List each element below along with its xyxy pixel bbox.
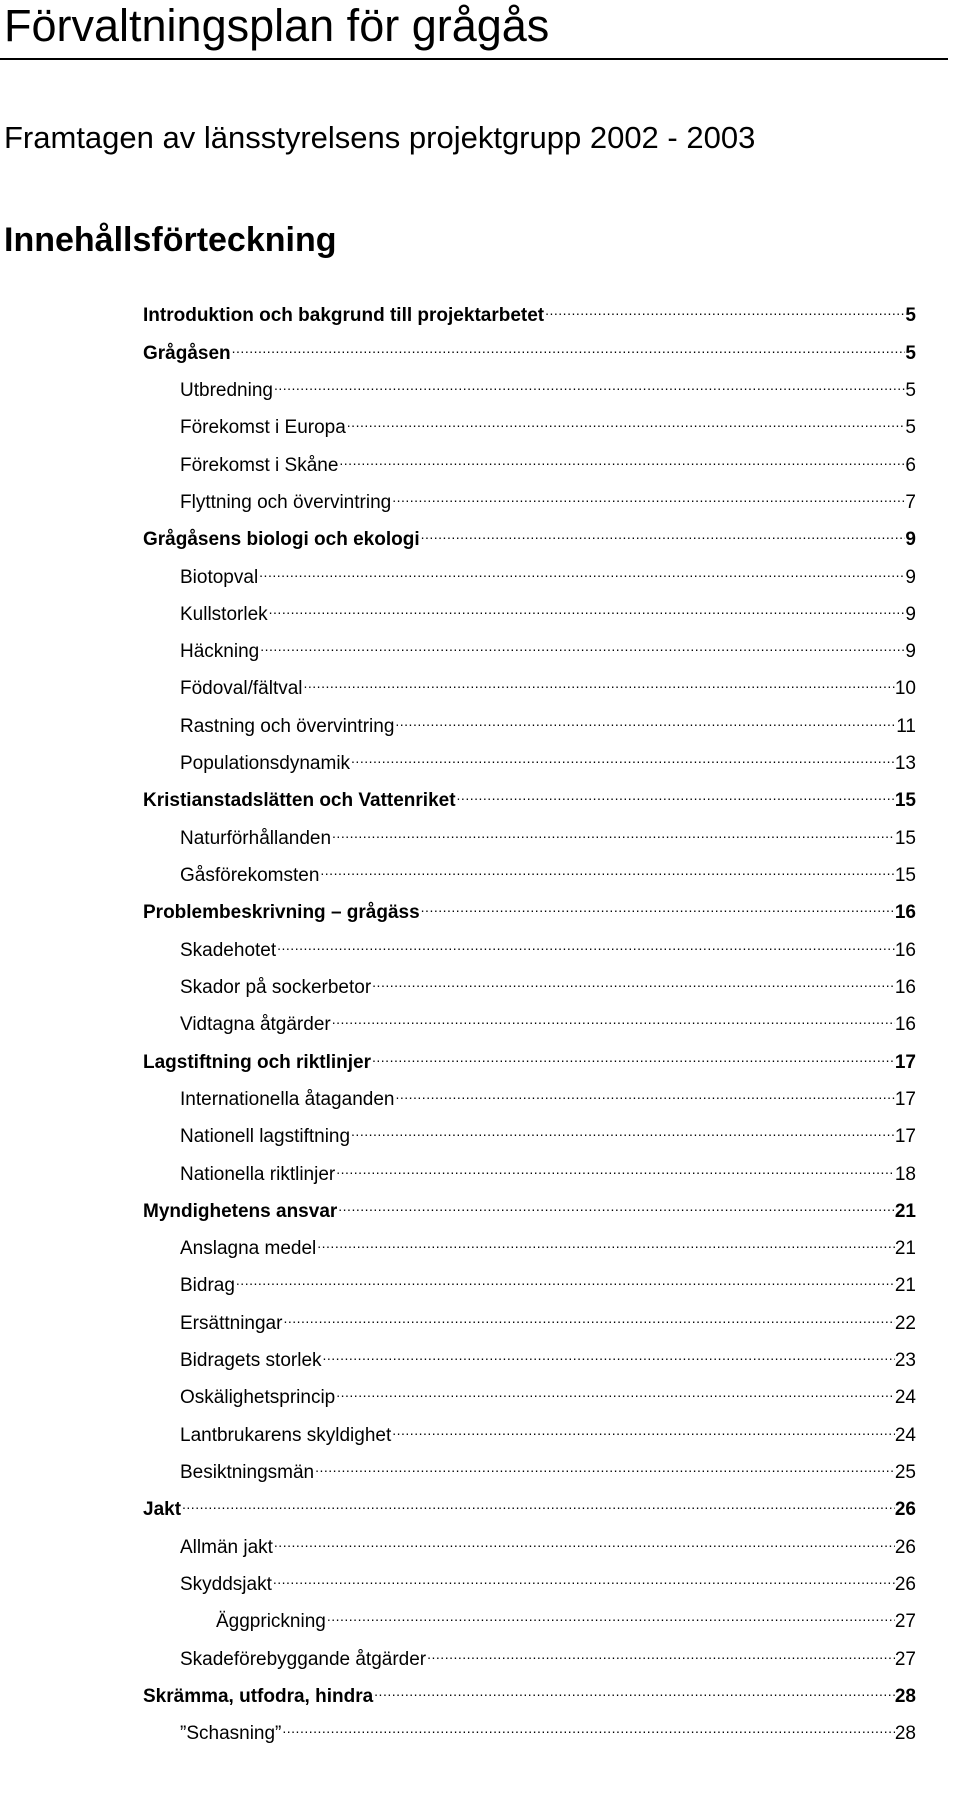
toc-entry-title: Internationella åtaganden [180,1088,395,1110]
toc-entry-page: 18 [894,1163,916,1185]
toc-entry[interactable] [180,956,916,998]
toc-entry-title: Vidtagna åtgärder [180,1014,331,1036]
toc-entry[interactable] [180,471,916,513]
toc-entry-title: Nationella riktlinjer [180,1163,336,1185]
toc-dot-leader [335,1142,895,1179]
toc-entry-page: 9 [905,641,916,663]
toc-entry[interactable] [180,620,916,663]
toc-entry-title: Lantbrukarens skyldighet [180,1424,392,1446]
toc-dot-leader [326,1590,895,1627]
toc-entry-title: Grågåsen [143,342,231,364]
toc-entry-page: 10 [894,678,916,700]
toc-dot-leader [303,657,895,694]
toc-dot-leader [338,433,905,470]
toc-dot-leader [337,1180,895,1217]
toc-entry-title: Introduktion och bakgrund till projektarbetet [143,305,545,327]
toc-entry[interactable] [180,1142,916,1185]
toc-entry-title: Förekomst i Skåne [180,454,339,476]
toc-entry-title: Flyttning och övervintring [180,491,392,513]
toc-entry-page: 9 [905,603,916,625]
toc-dot-leader [391,1403,895,1440]
toc-entry-title: Rastning och övervintring [180,715,395,737]
toc-entry[interactable] [143,1665,916,1707]
toc-entry[interactable] [180,657,916,700]
toc-entry[interactable] [180,1702,916,1745]
toc-dot-leader [350,732,895,769]
toc-entry[interactable] [216,1590,916,1633]
toc-entry[interactable] [180,1105,916,1148]
toc-entry-title: Gåsförekomsten [180,865,320,886]
toc-dot-leader [394,1068,894,1105]
toc-entry[interactable] [143,284,916,327]
toc-dot-leader [373,1665,895,1702]
toc-entry-title: Skadehotet [180,939,277,961]
toc-dot-leader [331,806,895,843]
toc-entry-title: Besiktningsmän [180,1462,315,1483]
toc-dot-leader [273,1515,895,1552]
toc-entry-title: Utbredning [180,379,273,401]
toc-dot-leader [346,396,906,433]
toc-entry-page: 11 [896,715,916,737]
toc-entry[interactable] [180,1553,916,1595]
toc-entry[interactable] [143,1478,916,1521]
toc-dot-leader [181,1478,895,1515]
toc-entry[interactable] [180,1329,916,1372]
toc-entry[interactable] [180,1403,916,1446]
toc-entry[interactable] [143,1030,916,1073]
toc-entry-page: 7 [905,491,916,513]
toc-dot-leader [259,620,905,657]
toc-dot-leader [371,1030,895,1067]
toc-entry-page: 24 [894,1387,916,1409]
toc-entry-title: ”Schasning” [180,1723,282,1745]
toc-dot-leader [273,359,905,396]
toc-entry-page: 25 [894,1462,916,1483]
toc-entry[interactable] [180,1068,916,1110]
toc-dot-leader [276,918,895,955]
toc-dot-leader [544,284,905,321]
toc-entry[interactable] [180,1441,916,1483]
toc-entry-page: 16 [894,1014,916,1036]
document-title: Förvaltningsplan för grågås [4,0,550,51]
toc-entry-title: Bidragets storlek [180,1350,322,1372]
toc-entry-title: Allmän jakt [180,1536,273,1558]
toc-entry-title: Kullstorlek [180,603,268,625]
toc-entry[interactable] [180,359,916,401]
toc-entry-page: 16 [894,902,916,924]
toc-dot-leader [331,993,895,1030]
toc-entry-page: 27 [894,1611,916,1633]
toc-entry-page: 6 [905,454,916,476]
toc-dot-leader [420,881,895,918]
toc-entry-page: 5 [905,417,916,439]
toc-entry-title: Naturförhållanden [180,827,332,849]
toc-dot-leader [231,321,906,358]
toc-entry-page: 21 [894,1200,916,1222]
toc-entry-page: 9 [905,529,916,551]
toc-entry[interactable] [180,583,916,625]
toc-entry-page: 15 [894,827,916,849]
toc-entry-title: Nationell lagstiftning [180,1126,351,1148]
toc-entry[interactable] [180,844,916,886]
toc-entry-title: Skador på sockerbetor [180,976,372,998]
toc-entry-page: 15 [894,790,916,812]
toc-entry-title: Lagstiftning och riktlinjer [143,1051,372,1073]
toc-dot-leader [282,1291,894,1328]
toc-entry[interactable] [180,993,916,1036]
toc-entry[interactable] [143,321,916,364]
toc-entry-page: 26 [894,1573,916,1595]
toc-entry-title: Skadeförebyggande åtgärder [180,1648,427,1670]
toc-entry-title: Födoval/fältval [180,678,303,700]
toc-entry-title: Problembeskrivning – grågäss [143,902,420,924]
toc-entry-title: Kristianstadslätten och Vattenriket [143,790,456,812]
toc-dot-leader [426,1627,895,1664]
toc-entry[interactable] [180,732,916,775]
toc-entry[interactable] [180,545,916,588]
toc-entry-title: Skrämma, utfodra, hindra [143,1685,374,1707]
toc-entry-page: 9 [905,566,916,588]
toc-entry[interactable] [143,769,916,812]
toc-entry[interactable] [143,1180,916,1222]
toc-entry-page: 23 [894,1350,916,1372]
title-underline [0,58,948,60]
toc-entry-title: Bidrag [180,1275,235,1297]
toc-entry-page: 16 [894,976,916,998]
toc-dot-leader [456,769,895,806]
toc-entry-title: Häckning [180,641,260,663]
toc-entry[interactable] [180,1217,916,1260]
toc-entry-page: 26 [894,1536,916,1558]
toc-entry-title: Äggprickning [216,1611,326,1633]
toc-entry[interactable] [180,433,916,476]
toc-dot-leader [322,1329,895,1366]
toc-entry[interactable] [180,1515,916,1558]
toc-entry-title: Jakt [143,1499,182,1521]
toc-entry-title: Ersättningar [180,1312,283,1334]
toc-entry[interactable] [143,881,916,924]
toc-dot-leader [394,694,896,731]
toc-entry-page: 17 [894,1126,916,1148]
toc-entry[interactable] [180,1254,916,1297]
toc-entry[interactable] [180,1627,916,1670]
toc-entry-page: 5 [905,305,916,327]
toc-entry-page: 17 [894,1051,916,1073]
toc-entry-title: Biotopval [180,566,259,588]
toc-entry[interactable] [180,694,916,737]
toc-dot-leader [272,1553,895,1590]
toc-entry[interactable] [180,918,916,961]
toc-dot-leader [258,545,905,582]
toc-entry-page: 21 [894,1275,916,1297]
toc-dot-leader [391,471,905,508]
toc-entry-page: 28 [894,1723,916,1745]
toc-dot-leader [314,1441,895,1478]
document-subtitle: Framtagen av länsstyrelsens projektgrupp 2002 - 2003 [4,120,756,155]
toc-dot-leader [268,583,906,620]
toc-entry-page: 26 [894,1499,916,1521]
toc-entry-page: 24 [894,1424,916,1446]
toc-entry-title: Grågåsens biologi och ekologi [143,529,420,551]
toc-dot-leader [281,1702,894,1739]
toc-entry[interactable] [180,396,916,439]
toc-entry[interactable] [180,1366,916,1409]
toc-heading: Innehållsförteckning [4,221,337,259]
toc-entry[interactable] [180,806,916,849]
toc-entry[interactable] [180,1291,916,1334]
toc-entry-page: 27 [894,1648,916,1670]
toc-entry-title: Skyddsjakt [180,1573,272,1595]
toc-entry-title: Oskälighetsprincip [180,1387,336,1409]
toc-dot-leader [316,1217,895,1254]
toc-entry-page: 17 [894,1088,916,1110]
toc-entry-title: Förekomst i Europa [180,417,346,439]
toc-entry-title: Populationsdynamik [180,753,351,775]
toc-dot-leader [335,1366,895,1403]
toc-dot-leader [420,508,906,545]
toc-entry-page: 22 [894,1312,916,1334]
toc-dot-leader [350,1105,895,1142]
toc-dot-leader [235,1254,895,1291]
toc-dot-leader [319,844,894,881]
toc-entry-page: 16 [894,939,916,961]
toc-entry-page: 13 [894,753,916,775]
toc-entry-page: 5 [905,379,916,401]
toc-entry-page: 28 [894,1685,916,1707]
toc-dot-leader [371,956,895,993]
toc-entry-title: Anslagna medel [180,1238,317,1260]
toc-entry-page: 15 [894,865,916,886]
toc-entry-title: Myndighetens ansvar [143,1200,338,1222]
toc-entry-page: 5 [905,342,916,364]
toc-entry-page: 21 [894,1238,916,1260]
table-of-contents [0,284,960,1745]
toc-entry[interactable] [143,508,916,551]
